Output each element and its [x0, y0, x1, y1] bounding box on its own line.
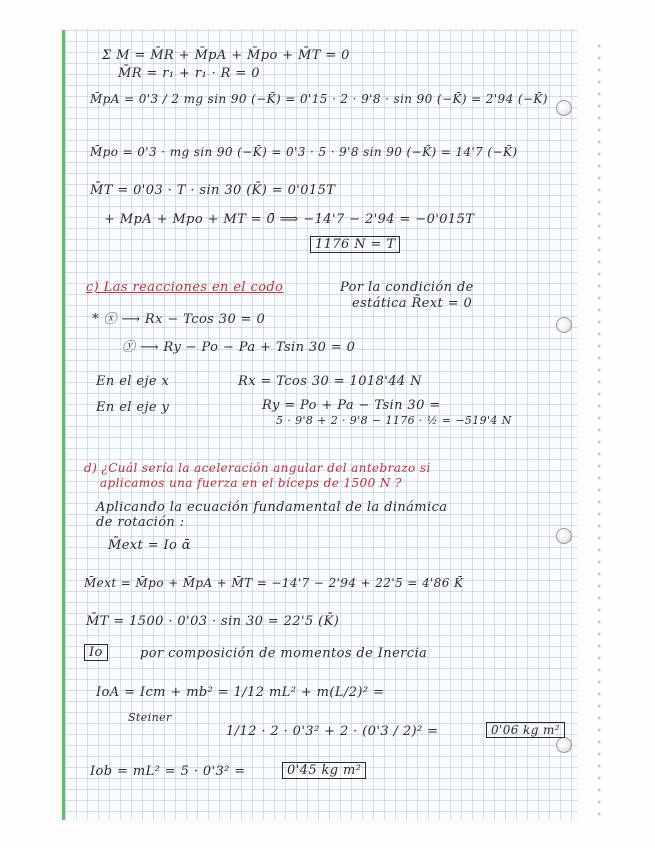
inertia-a-result-box: 0'06 kg m²	[486, 722, 565, 738]
moment-balance-equation: + MpA + Mpo + MT = 0̄ ⟹ −14'7 − 2'94 = −0'015T	[104, 212, 475, 227]
inertia-b-equation: Iob = mL² = 5 · 0'3² =	[90, 764, 246, 779]
inertia-a-equation: IoA = Icm + mb² = 1/12 mL² + m(L/2)² =	[96, 685, 385, 700]
steiner-note: Steiner	[128, 711, 172, 724]
moment-reaction-line: M̄R = r₁ + r₁ · R = 0	[118, 66, 260, 81]
external-moment-equation: M̄ext = M̄po + M̄pA + M̄T = −14'7 − 2'94 + 22'5 = 4'86 K̄	[84, 576, 464, 590]
x-axis-condition: * ⓧ ⟶ Rx − Tcos 30 = 0	[92, 312, 266, 327]
moment-tension-equation: M̄T = 0'03 · T · sin 30 (K̄) = 0'015T	[90, 183, 336, 198]
sum-of-moments-equation: Σ M = M̄R + M̄pA + M̄po + M̄T = 0	[102, 48, 350, 63]
equilibrium-condition-note-2: estática R̄ext = 0	[352, 296, 473, 311]
tension-result-box: 1176 N = T	[310, 236, 400, 253]
inertia-composition-note: por composición de momentos de Inercia	[140, 646, 428, 661]
ry-result: 5 · 9'8 + 2 · 9'8 − 1176 · ½ = −519'4 N	[276, 414, 512, 427]
punch-hole	[556, 528, 572, 544]
y-axis-label: En el eje y	[96, 400, 170, 415]
moment-po-equation: M̄po = 0'3 · mg sin 90 (−K̄) = 0'3 · 5 · 9'8 sin 90 (−K̄) = 14'7 (−K̄)	[90, 145, 518, 159]
inertia-a-numeric: 1/12 · 2 · 0'3² + 2 · (0'3 / 2)² =	[226, 724, 439, 739]
inertia-label-box: Io	[84, 644, 108, 661]
ry-formula: Ry = Po + Pa − Tsin 30 =	[262, 398, 441, 413]
punch-hole	[556, 100, 572, 116]
section-d-question-line-2: aplicamos una fuerza en el bíceps de 1500 N ?	[100, 476, 402, 490]
y-axis-condition: ⓨ ⟶ Ry − Po − Pa + Tsin 30 = 0	[122, 340, 356, 355]
spiral-perforation	[596, 40, 602, 820]
rx-result: Rx = Tcos 30 = 1018'44 N	[238, 374, 422, 389]
section-c-heading: c) Las reacciones en el codo	[86, 280, 284, 295]
punch-hole	[556, 317, 572, 333]
moment-pa-equation: M̄pA = 0'3 / 2 mg sin 90 (−K̄) = 0'15 · 2 · 9'8 · sin 90 (−K̄) = 2'94 (−K̄)	[90, 92, 548, 106]
rotation-dynamics-equation: M̄ext = Io ᾱ	[108, 538, 191, 553]
dynamics-intro-line-1: Aplicando la ecuación fundamental de la dinámica	[96, 500, 448, 515]
equilibrium-condition-note: Por la condición de	[340, 280, 474, 295]
section-d-question-line-1: d) ¿Cuál sería la aceleración angular del antebrazo si	[84, 461, 431, 475]
inertia-b-result-box: 0'45 kg m²	[282, 762, 366, 779]
punch-hole	[556, 737, 572, 753]
dynamics-intro-line-2: de rotación :	[96, 515, 185, 530]
x-axis-label: En el eje x	[96, 374, 170, 389]
biceps-moment-equation: M̄T = 1500 · 0'03 · sin 30 = 22'5 (K̄)	[86, 614, 340, 629]
